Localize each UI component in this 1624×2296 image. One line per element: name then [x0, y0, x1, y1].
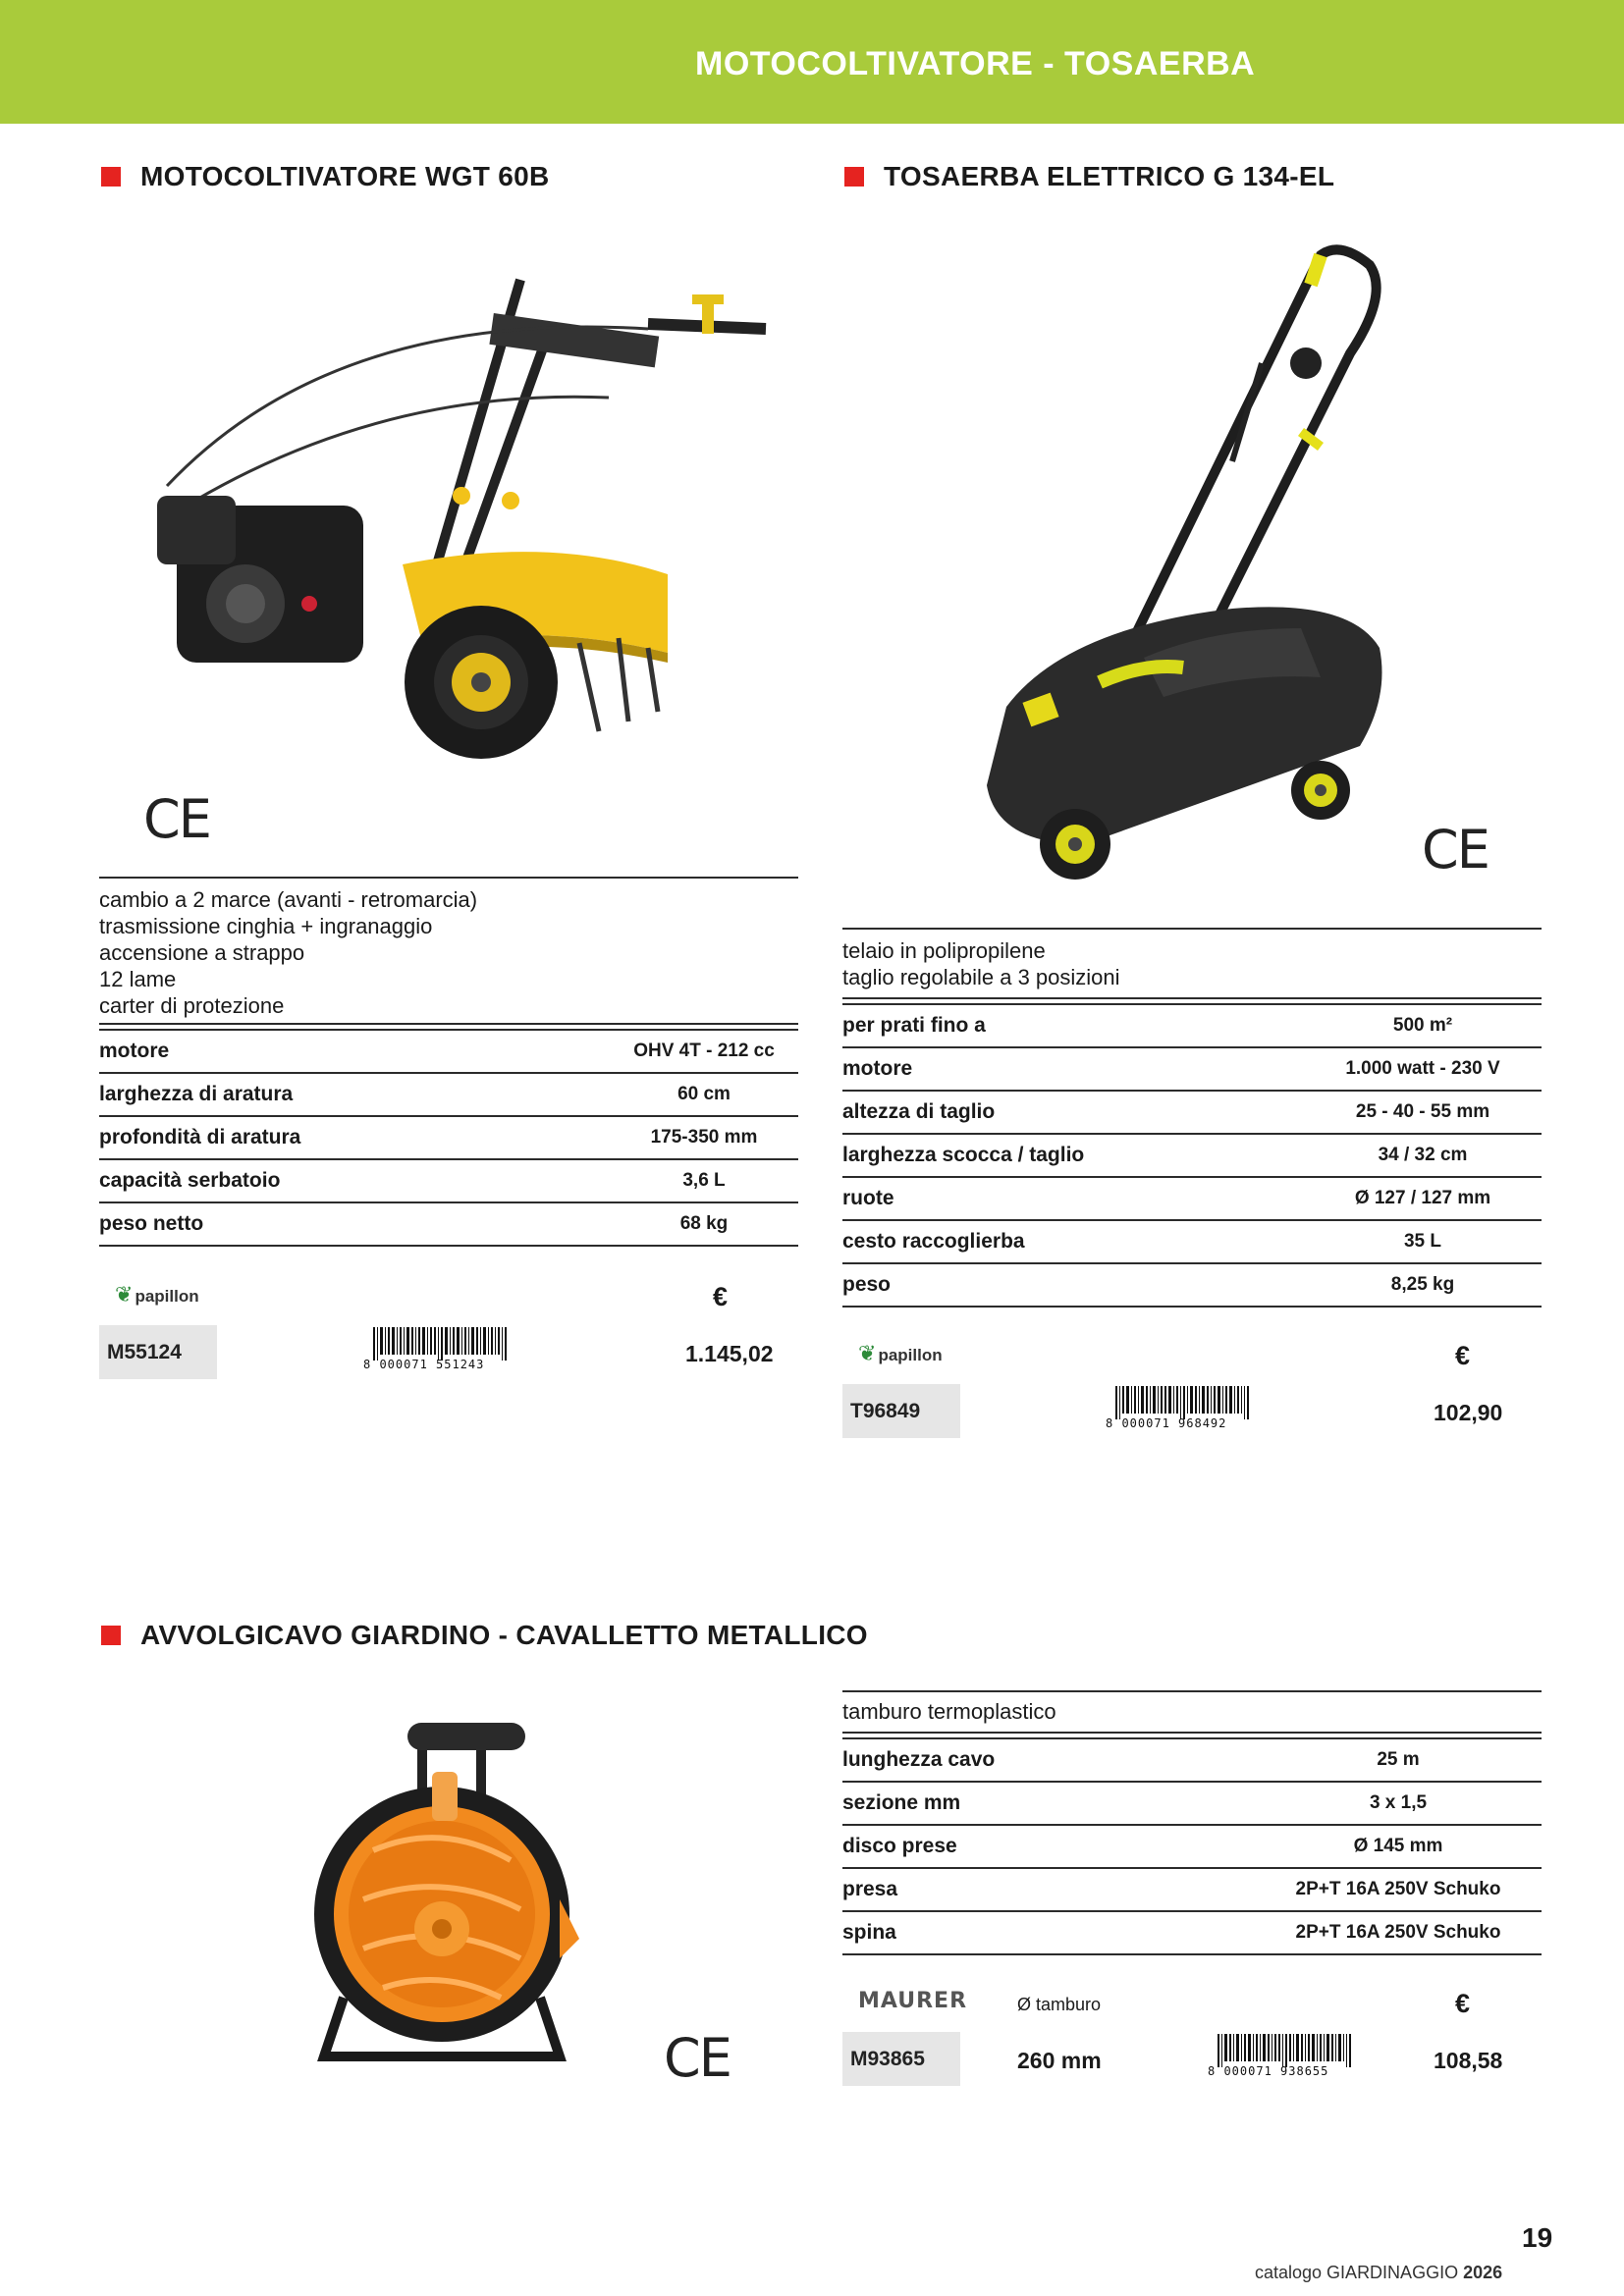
- spec-row: [842, 1005, 1542, 1047]
- brand-name: papillon: [135, 1287, 199, 1306]
- product-code: T96849: [842, 1384, 960, 1438]
- spec-row: [99, 1159, 798, 1202]
- feature-line: tamburo termoplastico: [842, 1699, 1056, 1724]
- brand-name: papillon: [878, 1346, 943, 1364]
- spec-row: [99, 1073, 798, 1116]
- spec-row: [842, 1177, 1542, 1220]
- bullet-square: [101, 167, 121, 187]
- spec-row: [842, 1091, 1542, 1134]
- spec-row: [842, 1047, 1542, 1091]
- spec-row: [99, 1202, 798, 1246]
- divider: [842, 928, 1542, 930]
- product-3-spec-table: [842, 1739, 1542, 1955]
- brand-logo-maurer: MAURER: [858, 1989, 968, 2013]
- feature-line: trasmissione cinghia + ingranaggio: [99, 914, 433, 938]
- spec-value: Ø 145 mm: [1255, 1825, 1542, 1868]
- spec-row: [842, 1911, 1542, 1954]
- product-1-spec-table: [99, 1031, 798, 1247]
- product-2-features: [842, 937, 1120, 990]
- spec-label: sezione mm: [842, 1782, 1255, 1825]
- spec-label: ruote: [842, 1177, 1304, 1220]
- spec-row: [99, 1116, 798, 1159]
- spec-row: [842, 1134, 1542, 1177]
- tiller-image: [137, 250, 785, 780]
- spec-label: motore: [99, 1031, 610, 1073]
- spec-value: 68 kg: [610, 1202, 798, 1246]
- product-2-spec-table: [842, 1005, 1542, 1308]
- spec-row: [842, 1220, 1542, 1263]
- divider: [842, 1690, 1542, 1692]
- barcode: [373, 1327, 511, 1361]
- ce-mark: CE: [1422, 819, 1489, 881]
- spec-row: [842, 1263, 1542, 1307]
- currency-symbol: €: [713, 1282, 729, 1311]
- leaf-icon: ❦: [858, 1341, 877, 1365]
- spec-label: capacità serbatoio: [99, 1159, 610, 1202]
- barcode-number: 8 000071 968492: [1106, 1416, 1227, 1430]
- spec-value: 34 / 32 cm: [1304, 1134, 1542, 1177]
- product-1-heading: [101, 161, 550, 192]
- spec-value: 25 - 40 - 55 mm: [1304, 1091, 1542, 1134]
- header-banner: [0, 0, 1624, 124]
- spec-label: larghezza scocca / taglio: [842, 1134, 1304, 1177]
- spec-row: [842, 1868, 1542, 1911]
- double-divider: [842, 1732, 1542, 1739]
- product-price: 1.145,02: [685, 1341, 774, 1366]
- spec-value: 60 cm: [610, 1073, 798, 1116]
- product-1-title: MOTOCOLTIVATORE WGT 60B: [140, 161, 550, 191]
- product-3-heading: [101, 1620, 868, 1651]
- product-2-heading: [844, 161, 1334, 192]
- feature-line: cambio a 2 marce (avanti - retromarcia): [99, 887, 478, 912]
- barcode-number: 8 000071 551243: [363, 1358, 485, 1371]
- spec-value: 1.000 watt - 230 V: [1304, 1047, 1542, 1091]
- spec-label: motore: [842, 1047, 1304, 1091]
- footer-catalog: [1255, 2263, 1502, 2283]
- double-divider: [99, 1023, 798, 1031]
- product-3-title: AVVOLGICAVO GIARDINO - CAVALLETTO METALLICO: [140, 1620, 868, 1650]
- barcode: [1115, 1386, 1253, 1419]
- product-price: 108,58: [1434, 2048, 1503, 2073]
- spec-label: peso netto: [99, 1202, 610, 1246]
- spec-value: 35 L: [1304, 1220, 1542, 1263]
- feature-line: taglio regolabile a 3 posizioni: [842, 965, 1120, 989]
- variant-value: 260 mm: [1017, 2048, 1102, 2073]
- barcode: [1218, 2034, 1355, 2067]
- page-title: MOTOCOLTIVATORE - TOSAERBA: [695, 45, 1256, 82]
- spec-value: 25 m: [1255, 1739, 1542, 1782]
- spec-label: disco prese: [842, 1825, 1255, 1868]
- spec-value: 3,6 L: [610, 1159, 798, 1202]
- spec-value: 3 x 1,5: [1255, 1782, 1542, 1825]
- currency-symbol: €: [1455, 1341, 1471, 1370]
- feature-line: carter di protezione: [99, 993, 285, 1018]
- double-divider: [842, 997, 1542, 1005]
- product-1-features: [99, 886, 477, 1019]
- catalog-name: catalogo GIARDINAGGIO: [1255, 2263, 1459, 2282]
- spec-value: OHV 4T - 212 cc: [610, 1031, 798, 1073]
- bullet-square: [844, 167, 864, 187]
- feature-line: 12 lame: [99, 967, 177, 991]
- spec-label: larghezza di aratura: [99, 1073, 610, 1116]
- ce-mark: CE: [143, 788, 210, 850]
- spec-row: [842, 1782, 1542, 1825]
- brand-logo-papillon: [858, 1341, 943, 1366]
- cable-reel-image: [285, 1703, 599, 2086]
- currency-symbol: €: [1455, 1989, 1471, 2018]
- product-3-features: [842, 1698, 1056, 1725]
- spec-value: Ø 127 / 127 mm: [1304, 1177, 1542, 1220]
- catalog-year: 2026: [1463, 2263, 1503, 2282]
- spec-label: altezza di taglio: [842, 1091, 1304, 1134]
- ce-mark: CE: [664, 2027, 731, 2089]
- spec-value: 175-350 mm: [610, 1116, 798, 1159]
- feature-line: telaio in polipropilene: [842, 938, 1046, 963]
- product-code: M93865: [842, 2032, 960, 2086]
- bullet-square: [101, 1626, 121, 1645]
- spec-value: 8,25 kg: [1304, 1263, 1542, 1307]
- feature-line: accensione a strappo: [99, 940, 305, 965]
- spec-label: lunghezza cavo: [842, 1739, 1255, 1782]
- spec-row: [842, 1825, 1542, 1868]
- spec-row: [842, 1739, 1542, 1782]
- spec-row: [99, 1031, 798, 1073]
- product-code: M55124: [99, 1325, 217, 1379]
- spec-label: presa: [842, 1868, 1255, 1911]
- spec-label: peso: [842, 1263, 1304, 1307]
- spec-value: 2P+T 16A 250V Schuko: [1255, 1868, 1542, 1911]
- leaf-icon: ❦: [115, 1282, 134, 1307]
- variant-label: Ø tamburo: [1017, 1995, 1102, 2014]
- spec-label: per prati fino a: [842, 1005, 1304, 1047]
- divider: [99, 877, 798, 879]
- page-number: 19: [1522, 2222, 1553, 2253]
- barcode-number: 8 000071 938655: [1208, 2064, 1329, 2078]
- spec-value: 500 m²: [1304, 1005, 1542, 1047]
- spec-value: 2P+T 16A 250V Schuko: [1255, 1911, 1542, 1954]
- product-price: 102,90: [1434, 1400, 1503, 1425]
- spec-label: spina: [842, 1911, 1255, 1954]
- brand-logo-papillon: [115, 1282, 199, 1308]
- spec-label: profondità di aratura: [99, 1116, 610, 1159]
- lawn-mower-image: [889, 236, 1478, 903]
- spec-label: cesto raccoglierba: [842, 1220, 1304, 1263]
- product-2-title: TOSAERBA ELETTRICO G 134-EL: [884, 161, 1335, 191]
